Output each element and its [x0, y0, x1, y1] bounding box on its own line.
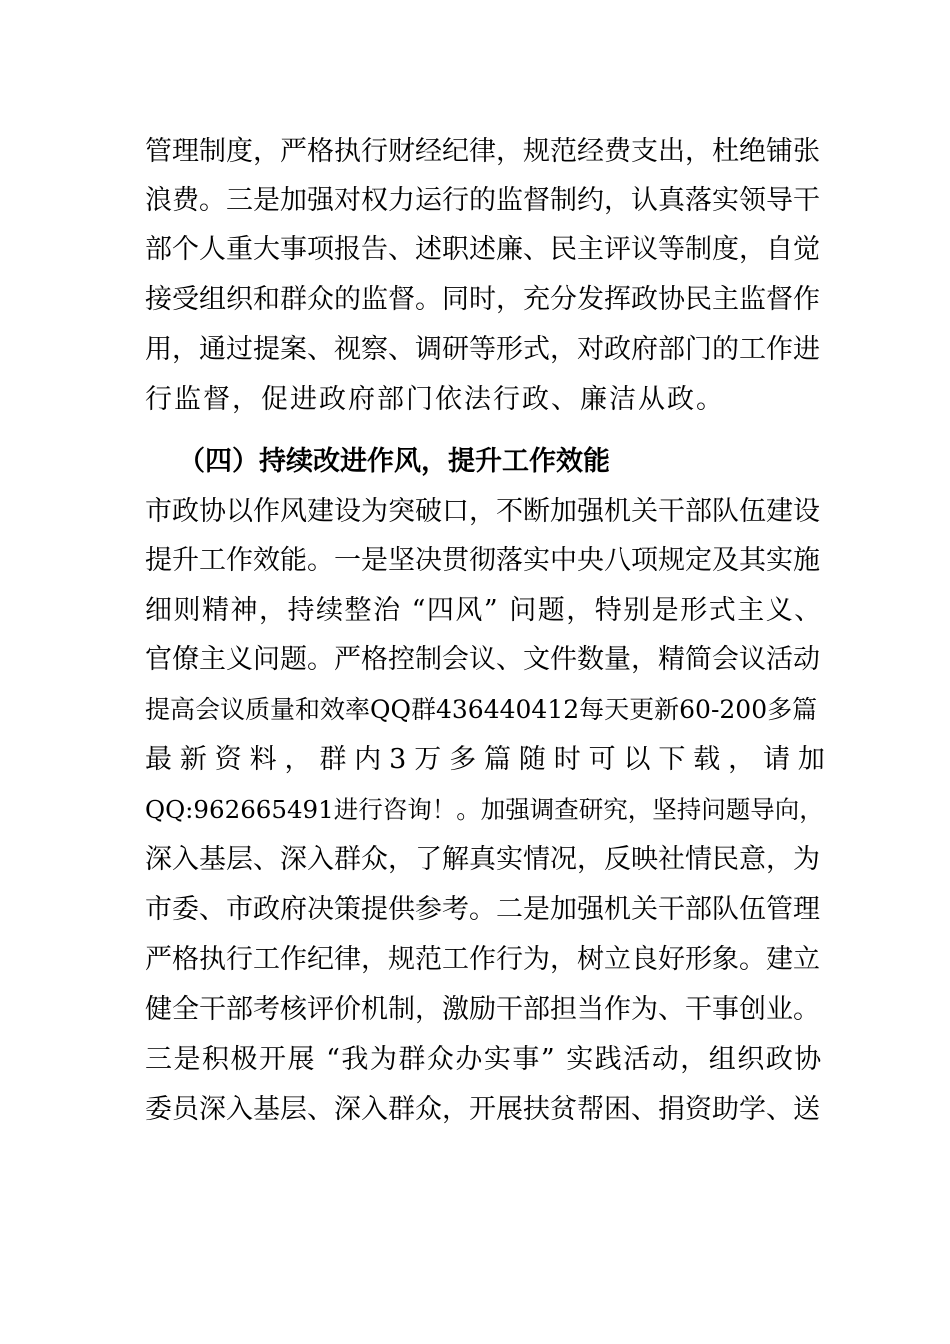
text-line: 接受组织和群众的监督。同时，充分发挥政协民主监督作	[145, 284, 820, 315]
text-line: 官僚主义问题。严格控制会议、文件数量，精简会议活动	[145, 644, 820, 675]
text-line: 浪费。三是加强对权力运行的监督制约，认真落实领导干	[145, 185, 820, 216]
text-line: 管理制度，严格执行财经纪律，规范经费支出，杜绝铺张	[145, 136, 820, 167]
char: 加	[797, 744, 825, 775]
section-heading: （四）持续改进作风，提升工作效能	[178, 446, 610, 477]
char: 篇	[483, 744, 511, 775]
char: ，	[284, 744, 312, 775]
char: 新	[179, 744, 207, 775]
char: 以	[623, 744, 651, 775]
text-line-justified	[145, 744, 825, 776]
text-line: 市委、市政府决策提供参考。二是加强机关干部队伍管理	[145, 894, 820, 925]
char: 时	[553, 744, 581, 775]
text-line: 市政协以作风建设为突破口，不断加强机关干部队伍建设	[145, 496, 820, 527]
text-line: 委员深入基层、深入群众，开展扶贫帮困、捐资助学、送	[145, 1094, 820, 1125]
char: 资	[214, 744, 242, 775]
text-line: 提升工作效能。一是坚决贯彻落实中央八项规定及其实施	[145, 545, 820, 576]
text-line: 健全干部考核评价机制，激励干部担当作为、干事创业。	[145, 994, 820, 1025]
char: 载	[693, 744, 721, 775]
text-line: 部个人重大事项报告、述职述廉、民主评议等制度，自觉	[145, 234, 820, 265]
char: 请	[762, 744, 790, 775]
char: 万	[414, 744, 442, 775]
text-line: QQ:962665491进行咨询！。加强调查研究，坚持问题导向，	[145, 795, 824, 824]
text-line: 行监督，促进政府部门依法行政、廉洁从政。	[145, 384, 725, 415]
text-line: 深入基层、深入群众，了解真实情况，反映社情民意，为	[145, 844, 820, 875]
text-line: 用，通过提案、视察、调研等形式，对政府部门的工作进	[145, 334, 820, 365]
text-line: 提高会议质量和效率QQ群436440412每天更新60-200多篇	[145, 695, 818, 724]
char: ，	[728, 744, 756, 775]
char: 最	[145, 744, 172, 775]
char: 随	[518, 744, 546, 775]
char: 可	[588, 744, 616, 775]
char: 内	[354, 744, 382, 775]
char: 料	[249, 744, 277, 775]
char: 3	[389, 744, 407, 775]
char: 群	[319, 744, 347, 775]
text-line: 严格执行工作纪律，规范工作行为，树立良好形象。建立	[145, 944, 820, 975]
text-line: 细则精神，持续整治 “四风” 问题，特别是形式主义、	[145, 595, 823, 626]
text-line: 三是积极开展 “我为群众办实事” 实践活动，组织政协	[145, 1044, 823, 1075]
char: 下	[658, 744, 686, 775]
char: 多	[449, 744, 477, 775]
